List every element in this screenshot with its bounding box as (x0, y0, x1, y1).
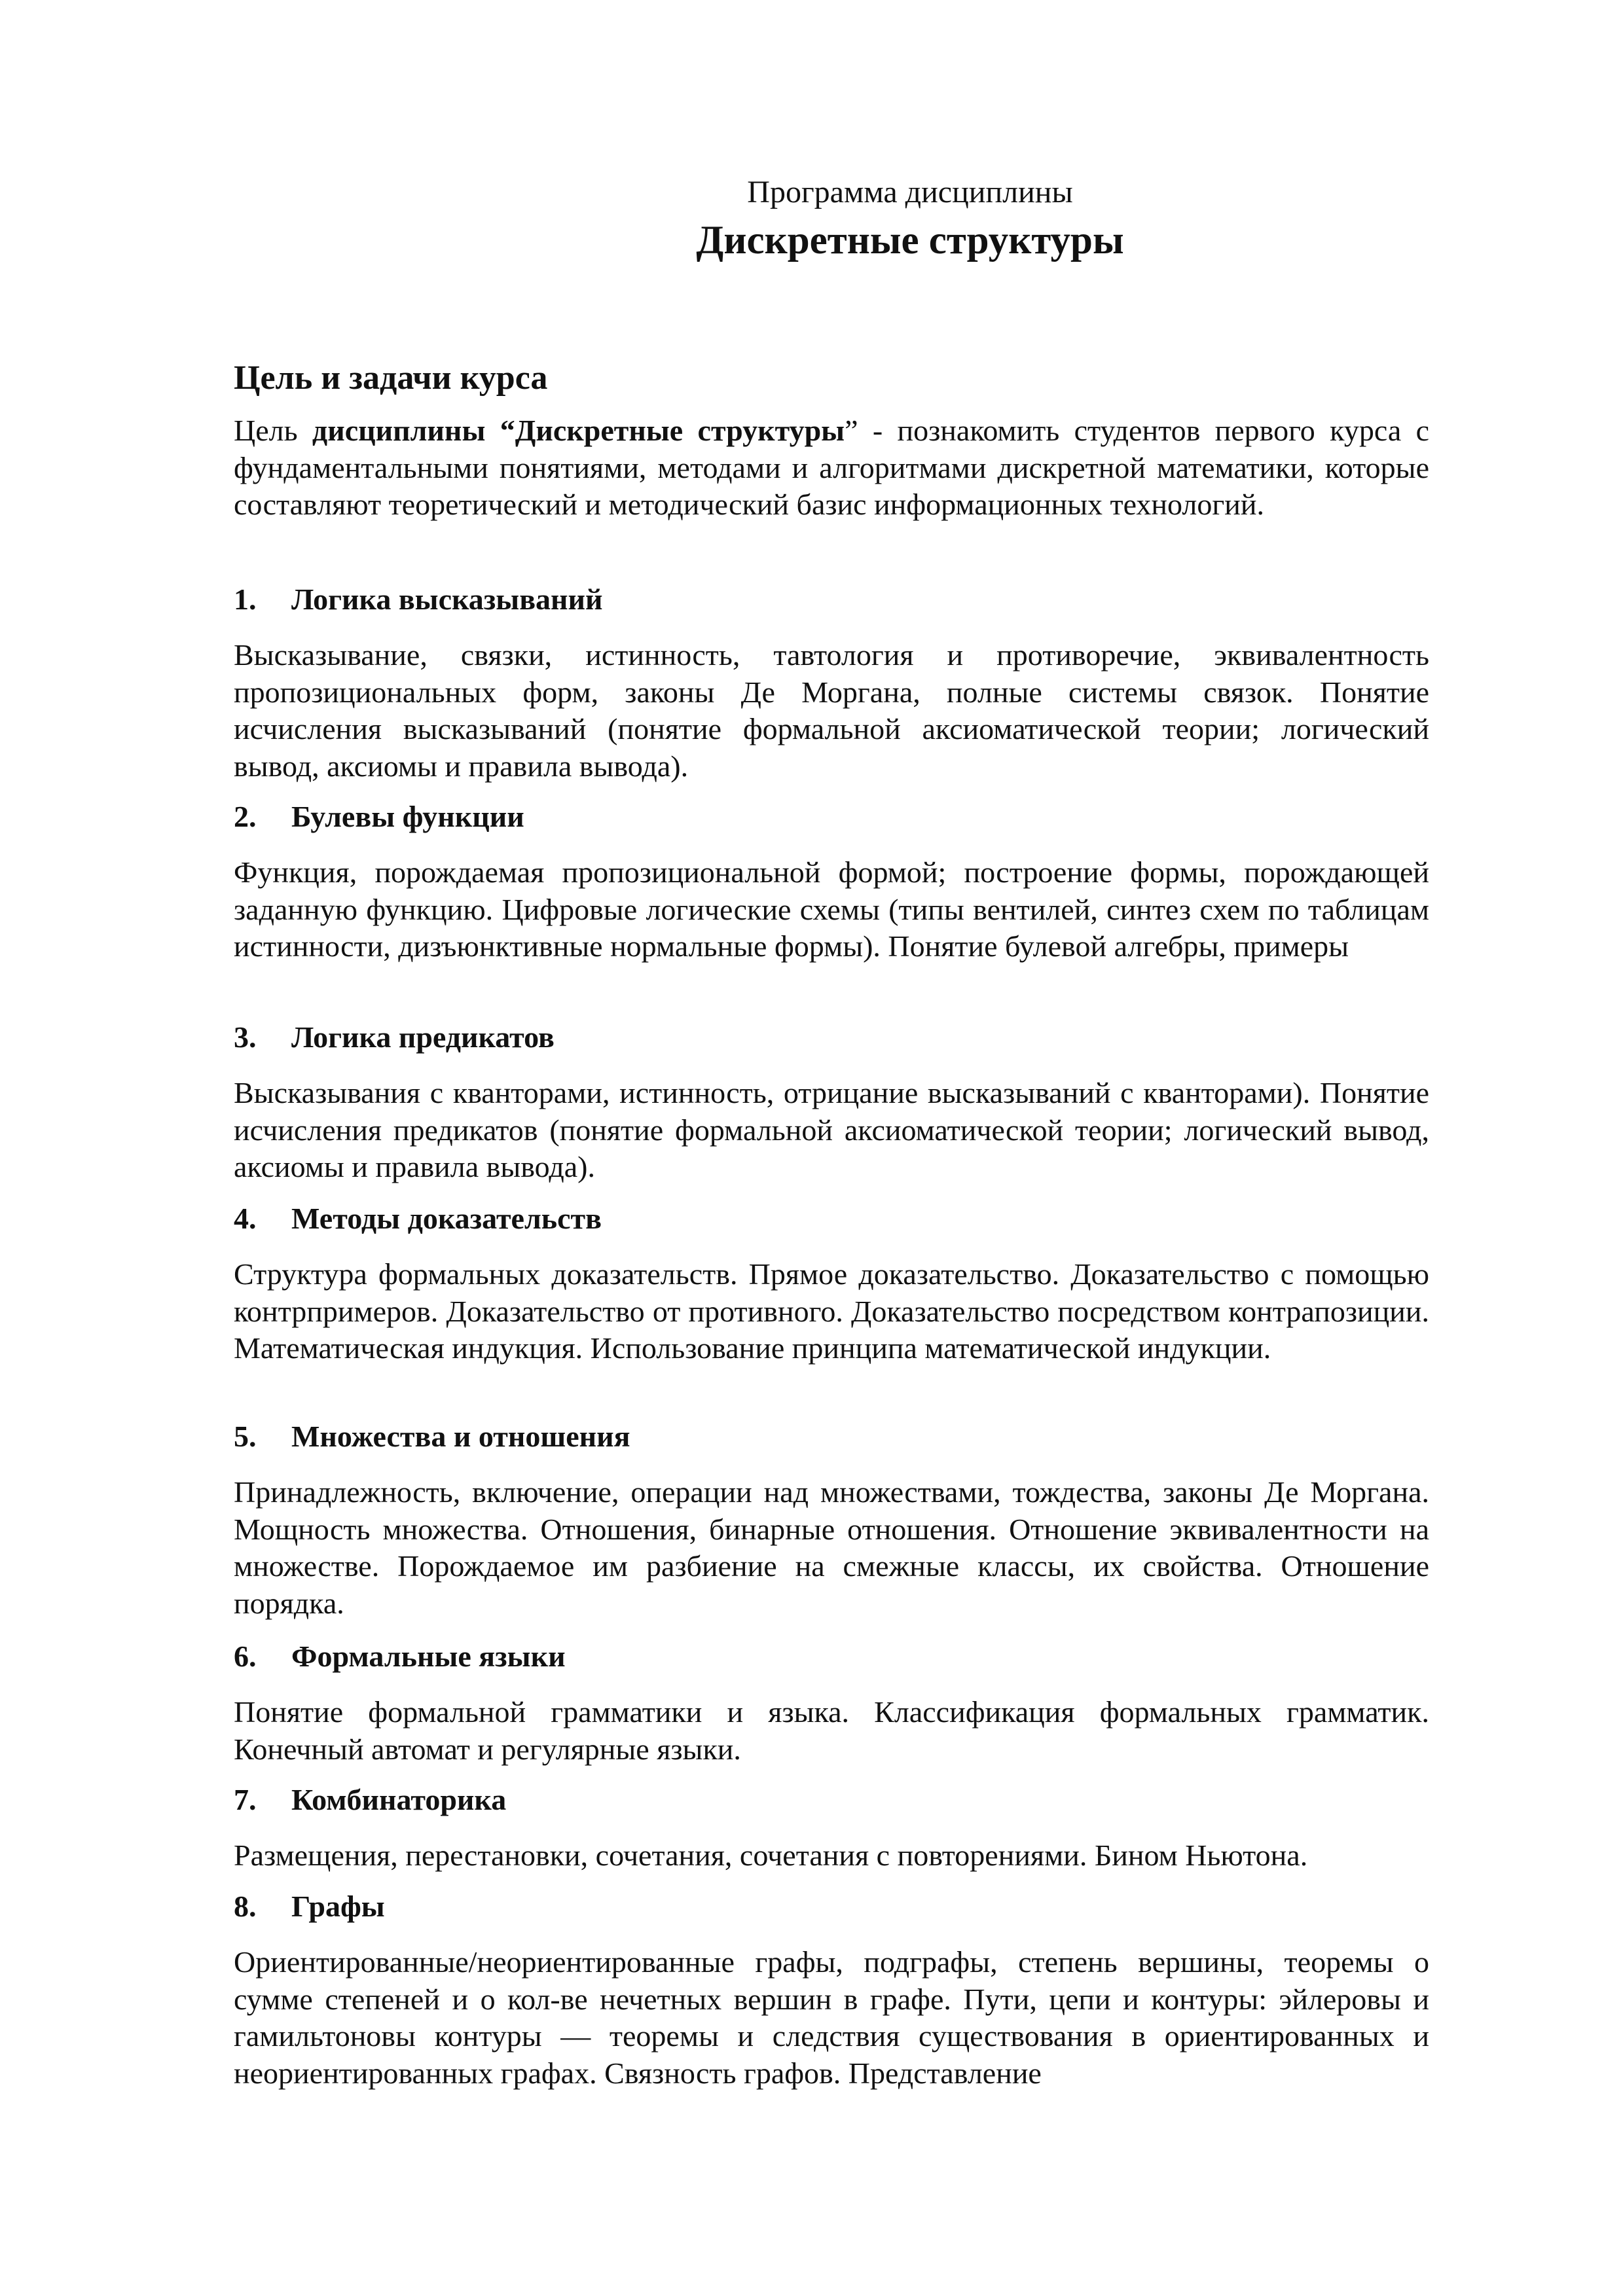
section-number: 6. (234, 1640, 257, 1673)
section-body: Высказывание, связки, истинность, тавтология и противоречие, эквивалентность пропозициональных форм, законы Де Моргана, полные системы связок. Понятие исчисления высказываний (понятие формальной аксиоматической теории; логический вывод, аксиомы и правила вывода). (234, 638, 1429, 783)
section-heading (234, 1638, 1429, 1675)
goal-paragraph (234, 412, 1429, 524)
section-number: 1. (234, 583, 257, 616)
section-heading (234, 798, 1429, 835)
section-title: Множества и отношения (291, 1420, 630, 1453)
document-title: Дискретные структуры (696, 219, 1124, 262)
section-heading (234, 581, 1429, 618)
section-heading (234, 1782, 1429, 1818)
section-heading (234, 1418, 1429, 1455)
section-title: Формальные языки (291, 1640, 566, 1673)
section-boolean-functions (234, 798, 1429, 965)
section-body: Понятие формальной грамматики и языка. Классификация формальных грамматик. Конечный автомат и регулярные языки. (234, 1695, 1429, 1766)
section-heading (234, 1200, 1429, 1237)
goal-text-rest: ” - познакомить студентов первого курса с фундаментальными понятиями, методами и алгоритмами дискретной математики, которые составляют теоретический и методический базис информационных технологий. (234, 414, 1429, 521)
section-body: Принадлежность, включение, операции над множествами, тождества, законы Де Моргана. Мощность множества. Отношения, бинарные отношения. Отношение эквивалентности на множестве. Порождаемое им разбиение на смежные классы, их свойства. Отношение порядка. (234, 1475, 1429, 1620)
section-heading (234, 1888, 1429, 1925)
section-title: Методы доказательств (291, 1202, 602, 1235)
section-predicate-logic (234, 1019, 1429, 1186)
section-title: Булевы функции (291, 800, 524, 833)
section-title: Логика предикатов (291, 1020, 555, 1054)
section-logic-of-statements (234, 581, 1429, 785)
section-number: 3. (234, 1020, 257, 1054)
goal-text-lead: Цель (234, 414, 298, 447)
section-graphs (234, 1888, 1429, 2092)
section-combinatorics (234, 1782, 1429, 1874)
section-body: Структура формальных доказательств. Прямое доказательство. Доказательство с помощью контрпримеров. Доказательство от противного. Доказательство посредством контрапозиции. Математическая индукция. Использование принципа математической индукции. (234, 1257, 1429, 1365)
section-title: Логика высказываний (291, 583, 603, 616)
section-heading (234, 1019, 1429, 1056)
section-body: Функция, порождаемая пропозициональной формой; построение формы, порождающей заданную функцию. Цифровые логические схемы (типы вентилей, синтез схем по таблицам истинности, дизъюнктивные нормальные формы). Понятие булевой алгебры, примеры (234, 855, 1429, 963)
section-body: Размещения, перестановки, сочетания, сочетания с повторениями. Бином Ньютона. (234, 1839, 1308, 1872)
goal-heading: Цель и задачи курса (234, 359, 548, 397)
goal-text-course-name: дисциплины “Дискретные структуры (312, 414, 845, 447)
section-body: Высказывания с кванторами, истинность, отрицание высказываний с кванторами). Понятие исчисления предикатов (понятие формальной аксиоматической теории; логический вывод, аксиомы и правила вывода). (234, 1076, 1429, 1183)
section-proof-methods (234, 1200, 1429, 1367)
section-formal-languages (234, 1638, 1429, 1768)
section-title: Комбинаторика (291, 1783, 507, 1816)
document-kicker: Программа дисциплины (747, 175, 1073, 209)
section-sets-and-relations (234, 1418, 1429, 1622)
section-number: 4. (234, 1202, 257, 1235)
section-number: 8. (234, 1890, 257, 1923)
section-title: Графы (291, 1890, 385, 1923)
section-number: 5. (234, 1420, 257, 1453)
section-body: Ориентированные/неориентированные графы, подграфы, степень вершины, теоремы о сумме степеней и о кол-ве нечетных вершин в графе. Пути, цепи и контуры: эйлеровы и гамильтоновы контуры — теоремы и следствия существования в ориентированных и неориентированных графах. Связность графов. Представление (234, 1945, 1429, 2090)
section-number: 2. (234, 800, 257, 833)
section-number: 7. (234, 1783, 257, 1816)
